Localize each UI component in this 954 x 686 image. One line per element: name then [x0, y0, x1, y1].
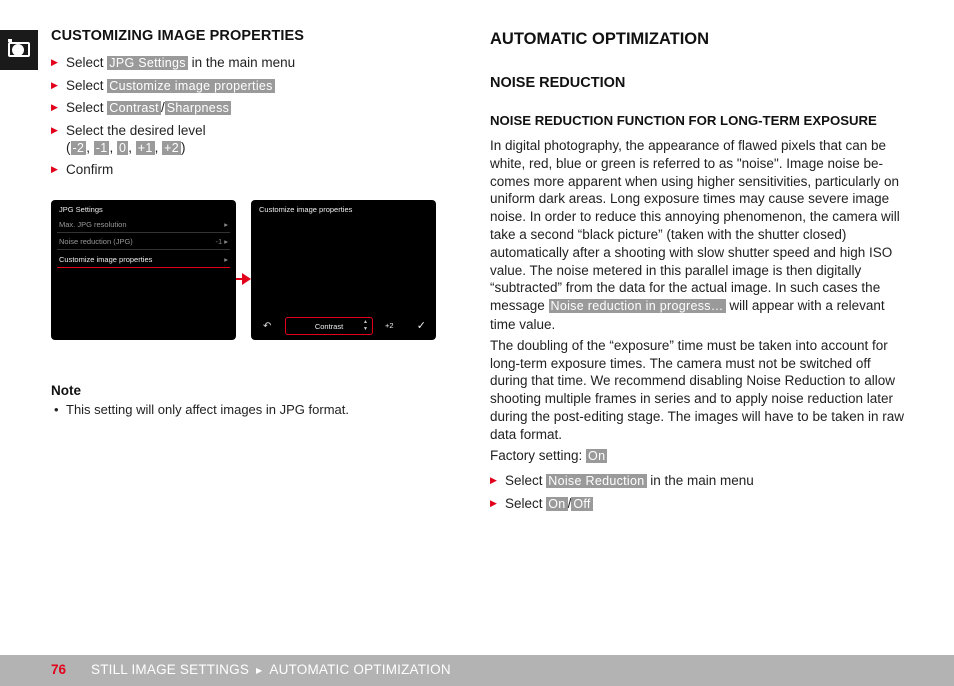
menu-term: JPG Settings	[109, 56, 186, 70]
screen-control-bar	[251, 317, 436, 337]
back-icon: ↶	[263, 321, 272, 332]
breadcrumb-separator-icon: ▶	[256, 666, 263, 675]
step-item: ▶ Select Customize image properties	[51, 77, 273, 93]
instruction-list	[51, 54, 441, 178]
level-value: -1	[95, 140, 108, 155]
up-down-icon: ▲ ▼	[363, 319, 368, 332]
body-paragraph: The doubling of the “exposure” time must be taken into account for long-term exposure times. The camera must not be switched off during that time. We recommend disabling Noise Reduction to allow shooting multiple frames in series and to apply noise reduction later during the post-editing stage. The images will have to be taken in raw data format.	[490, 337, 904, 442]
step-item: ▶ Select On / Off	[490, 495, 591, 511]
menu-term: Contrast	[109, 101, 159, 115]
menu-term: Customize image properties	[109, 78, 273, 93]
factory-setting: Factory setting: On	[490, 447, 606, 463]
menu-term: Sharpness	[166, 101, 230, 115]
subsection-heading: NOISE REDUCTION FUNCTION FOR LONG-TERM EXPOSURE	[490, 113, 877, 128]
level-value: +1	[137, 140, 153, 155]
level-value: +2	[164, 140, 179, 155]
step-item: ▶ Select JPG Settings in the main menu	[51, 55, 296, 70]
checkmark-icon: ✓	[416, 320, 426, 332]
factory-value: On	[588, 448, 606, 463]
screen-title: JPG Settings	[59, 205, 103, 214]
message-term: Noise reduction in progress…	[550, 299, 724, 314]
menu-term: Off	[573, 496, 591, 511]
camera-screens	[51, 200, 437, 340]
page-footer	[0, 655, 954, 686]
level-value: -2	[72, 140, 85, 155]
menu-row: Max. JPG resolution ▸	[57, 216, 230, 233]
step-arrow-icon: ▶	[51, 57, 58, 67]
menu-row: Noise reduction (JPG) -1 ▸	[57, 233, 230, 250]
step-arrow-icon: ▶	[490, 475, 497, 486]
step-arrow-icon: ▶	[51, 124, 58, 135]
left-column	[51, 28, 441, 183]
menu-screen	[51, 200, 236, 340]
contrast-value: +2	[385, 321, 394, 330]
note-item: • This setting will only affect images in JPG format.	[54, 402, 349, 417]
page-number: 76	[51, 662, 67, 677]
section-heading: CUSTOMIZING IMAGE PROPERTIES	[51, 28, 305, 44]
step-item: ▶ Select Contrast / Sharpness	[51, 100, 230, 115]
step-item: ▶ Select the desired level ( -2 , -1 , 0 , +1 , +2 )	[51, 122, 206, 155]
step-item: ▶ Select Noise Reduction in the main menu	[490, 473, 754, 489]
arrow-right-icon	[236, 272, 251, 286]
level-value: 0	[118, 140, 127, 155]
page-title: AUTOMATIC OPTIMIZATION	[490, 30, 710, 48]
section-heading: NOISE REDUCTION	[490, 75, 626, 91]
right-column	[490, 28, 910, 517]
breadcrumb: STILL IMAGE SETTINGS ▶ AUTOMATIC OPTIMIZATION	[91, 662, 451, 677]
menu-term: Noise Reduction	[548, 474, 645, 489]
step-arrow-icon: ▶	[490, 497, 497, 508]
step-arrow-icon: ▶	[51, 102, 58, 112]
menu-term: On	[548, 496, 566, 511]
instruction-list	[490, 472, 910, 513]
contrast-field: Contrast ▲ ▼	[285, 317, 373, 335]
step-item: ▶ Confirm	[51, 162, 114, 177]
note-title: Note	[51, 383, 81, 398]
camera-icon	[0, 30, 38, 70]
note-box	[51, 383, 441, 418]
step-arrow-icon: ▶	[51, 79, 58, 90]
detail-screen	[251, 200, 436, 340]
body-paragraph: In digital photography, the appearance of flawed pixels that can be white, red, blue or green is referred to as "noise". Image noise becomes more apparent when using higher sensitivities, particularly on uniform dark areas. Long exposure times may cause severe image noise. In order to reduce this annoying phenomenon, the camera will take a second “black picture” (taken with the shutter closed) automatically after a shooting with slow shutter speed and high ISO value. The noise metered in this parallel image is then digitally “subtracted” from the data for the actual image. In such cases the message Noise reduction in progress… will appear with a relevant time value.	[490, 138, 900, 332]
step-arrow-icon: ▶	[51, 164, 58, 174]
screen-title: Customize image properties	[259, 205, 353, 214]
menu-row-selected: Customize image properties ▸	[57, 251, 230, 268]
